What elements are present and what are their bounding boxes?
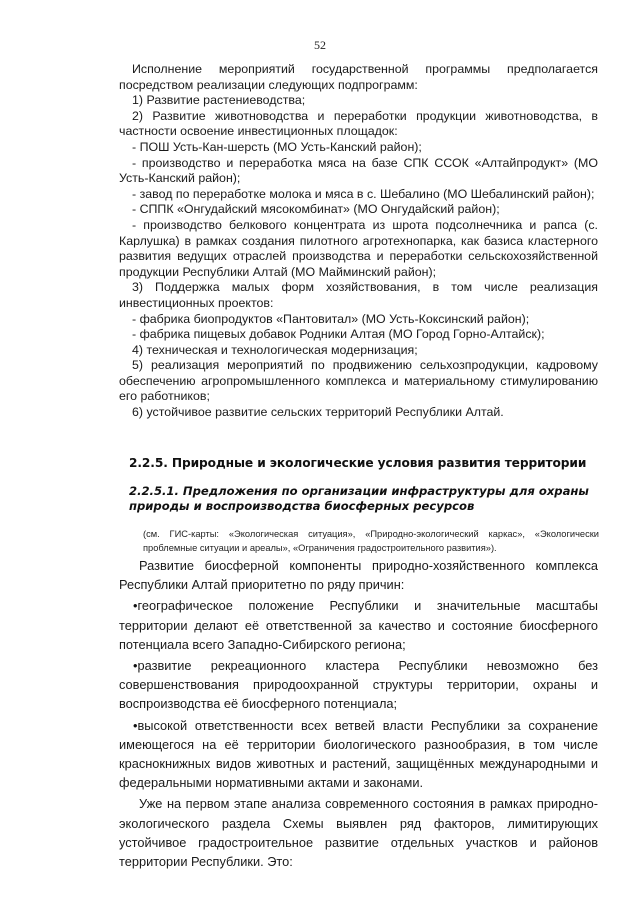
reference-note: (см. ГИС-карты: «Экологическая ситуация», «Природно-экологический каркас», «Экологически проблемные ситуации и ареалы», «Ограничения градостроительного развития»). [143, 529, 599, 553]
bullet-text: высокой ответственности всех ветвей власти Республики за сохранение имеющегося на её территории биологического разнообразия, в том числе краснокнижных видов животных и растений, защищённых международными и федеральными нормативными актами и законами. [119, 717, 598, 791]
bullet-item [119, 656, 598, 714]
list-subitem: - производство белкового концентрата из шрота подсолнечника и рапса (с. Карлушка) в рамках создания пилотного агротехнопарка, как базиса кластерного развития ведущих отраслей производства и переработки сельскохозяйственной продукции Республики Алтай (МО Майминский район); [119, 217, 598, 279]
list-item: 4) техническая и технологическая модернизация; [132, 342, 418, 357]
intro-paragraph: Исполнение мероприятий государственной программы предполагается посредством реализации следующих подпрограмм: [119, 62, 598, 92]
paragraph: Развитие биосферной компоненты природно-хозяйственного комплекса Республики Алтай приоритетно по ряду причин: [119, 558, 598, 593]
bullet-text: развитие рекреационного кластера Республики невозможно без совершенствования природоохранной структуры территории, охраны и воспроизводства её биосферного потенциала; [119, 658, 598, 712]
bullet-icon: • [133, 658, 138, 674]
list-item: 1) Развитие растениеводства; [132, 93, 306, 108]
list-item: 2) Развитие животноводства и переработки продукции животноводства, в частности освоение инвестиционных площадок: [119, 108, 598, 139]
list-item: 6) устойчивое развитие сельских территорий Республики Алтай. [132, 405, 504, 420]
bullet-icon: • [133, 598, 138, 614]
list-subitem: - ПОШ Усть-Кан-шерсть (МО Усть-Канский район); [132, 139, 422, 154]
program-list [119, 62, 598, 421]
subsection-heading: 2.2.5.1. Предложения по организации инфраструктуры для охраны природы и воспроизводства биосферных ресурсов [129, 484, 589, 513]
paragraph: Уже на первом этапе анализа современного состояния в рамках природно-экологического раздела Схемы выявлен ряд факторов, лимитирующих устойчивое градостроительное развитие отдельных участков и районов территории Республики. Это: [119, 796, 598, 870]
list-subitem: - СППК «Онгудайский мясокомбинат» (МО Онгудайский район); [132, 202, 500, 217]
list-subitem: - производство и переработка мяса на базе СПК ССОК «Алтайпродукт» (МО Усть-Канский район); [119, 155, 598, 186]
page-number: 52 [314, 38, 326, 52]
list-item: 5) реализация мероприятий по продвижению сельхозпродукции, кадровому обеспечению агропромышленного комплекса и материальному стимулированию его работников; [119, 358, 598, 404]
bullet-icon: • [133, 717, 138, 733]
list-subitem: - фабрика пищевых добавок Родники Алтая (МО Город Горно-Алтайск); [132, 327, 545, 342]
section-heading: 2.2.5. Природные и экологические условия развития территории [129, 456, 587, 470]
bullet-item [119, 716, 598, 793]
main-text [119, 556, 598, 873]
bullet-text: географическое положение Республики и значительные масштабы территории делают её ответственной за качество и состояние биосферного потенциала всего Западно-Сибирского региона; [119, 598, 598, 652]
list-subitem: - завод по переработке молока и мяса в с. Шебалино (МО Шебалинский район); [132, 186, 595, 201]
list-item: 3) Поддержка малых форм хозяйствования, в том числе реализация инвестиционных проектов: [119, 280, 598, 310]
bullet-item [119, 596, 598, 654]
list-subitem: - фабрика биопродуктов «Пантовитал» (МО Усть-Коксинский район); [132, 311, 530, 326]
